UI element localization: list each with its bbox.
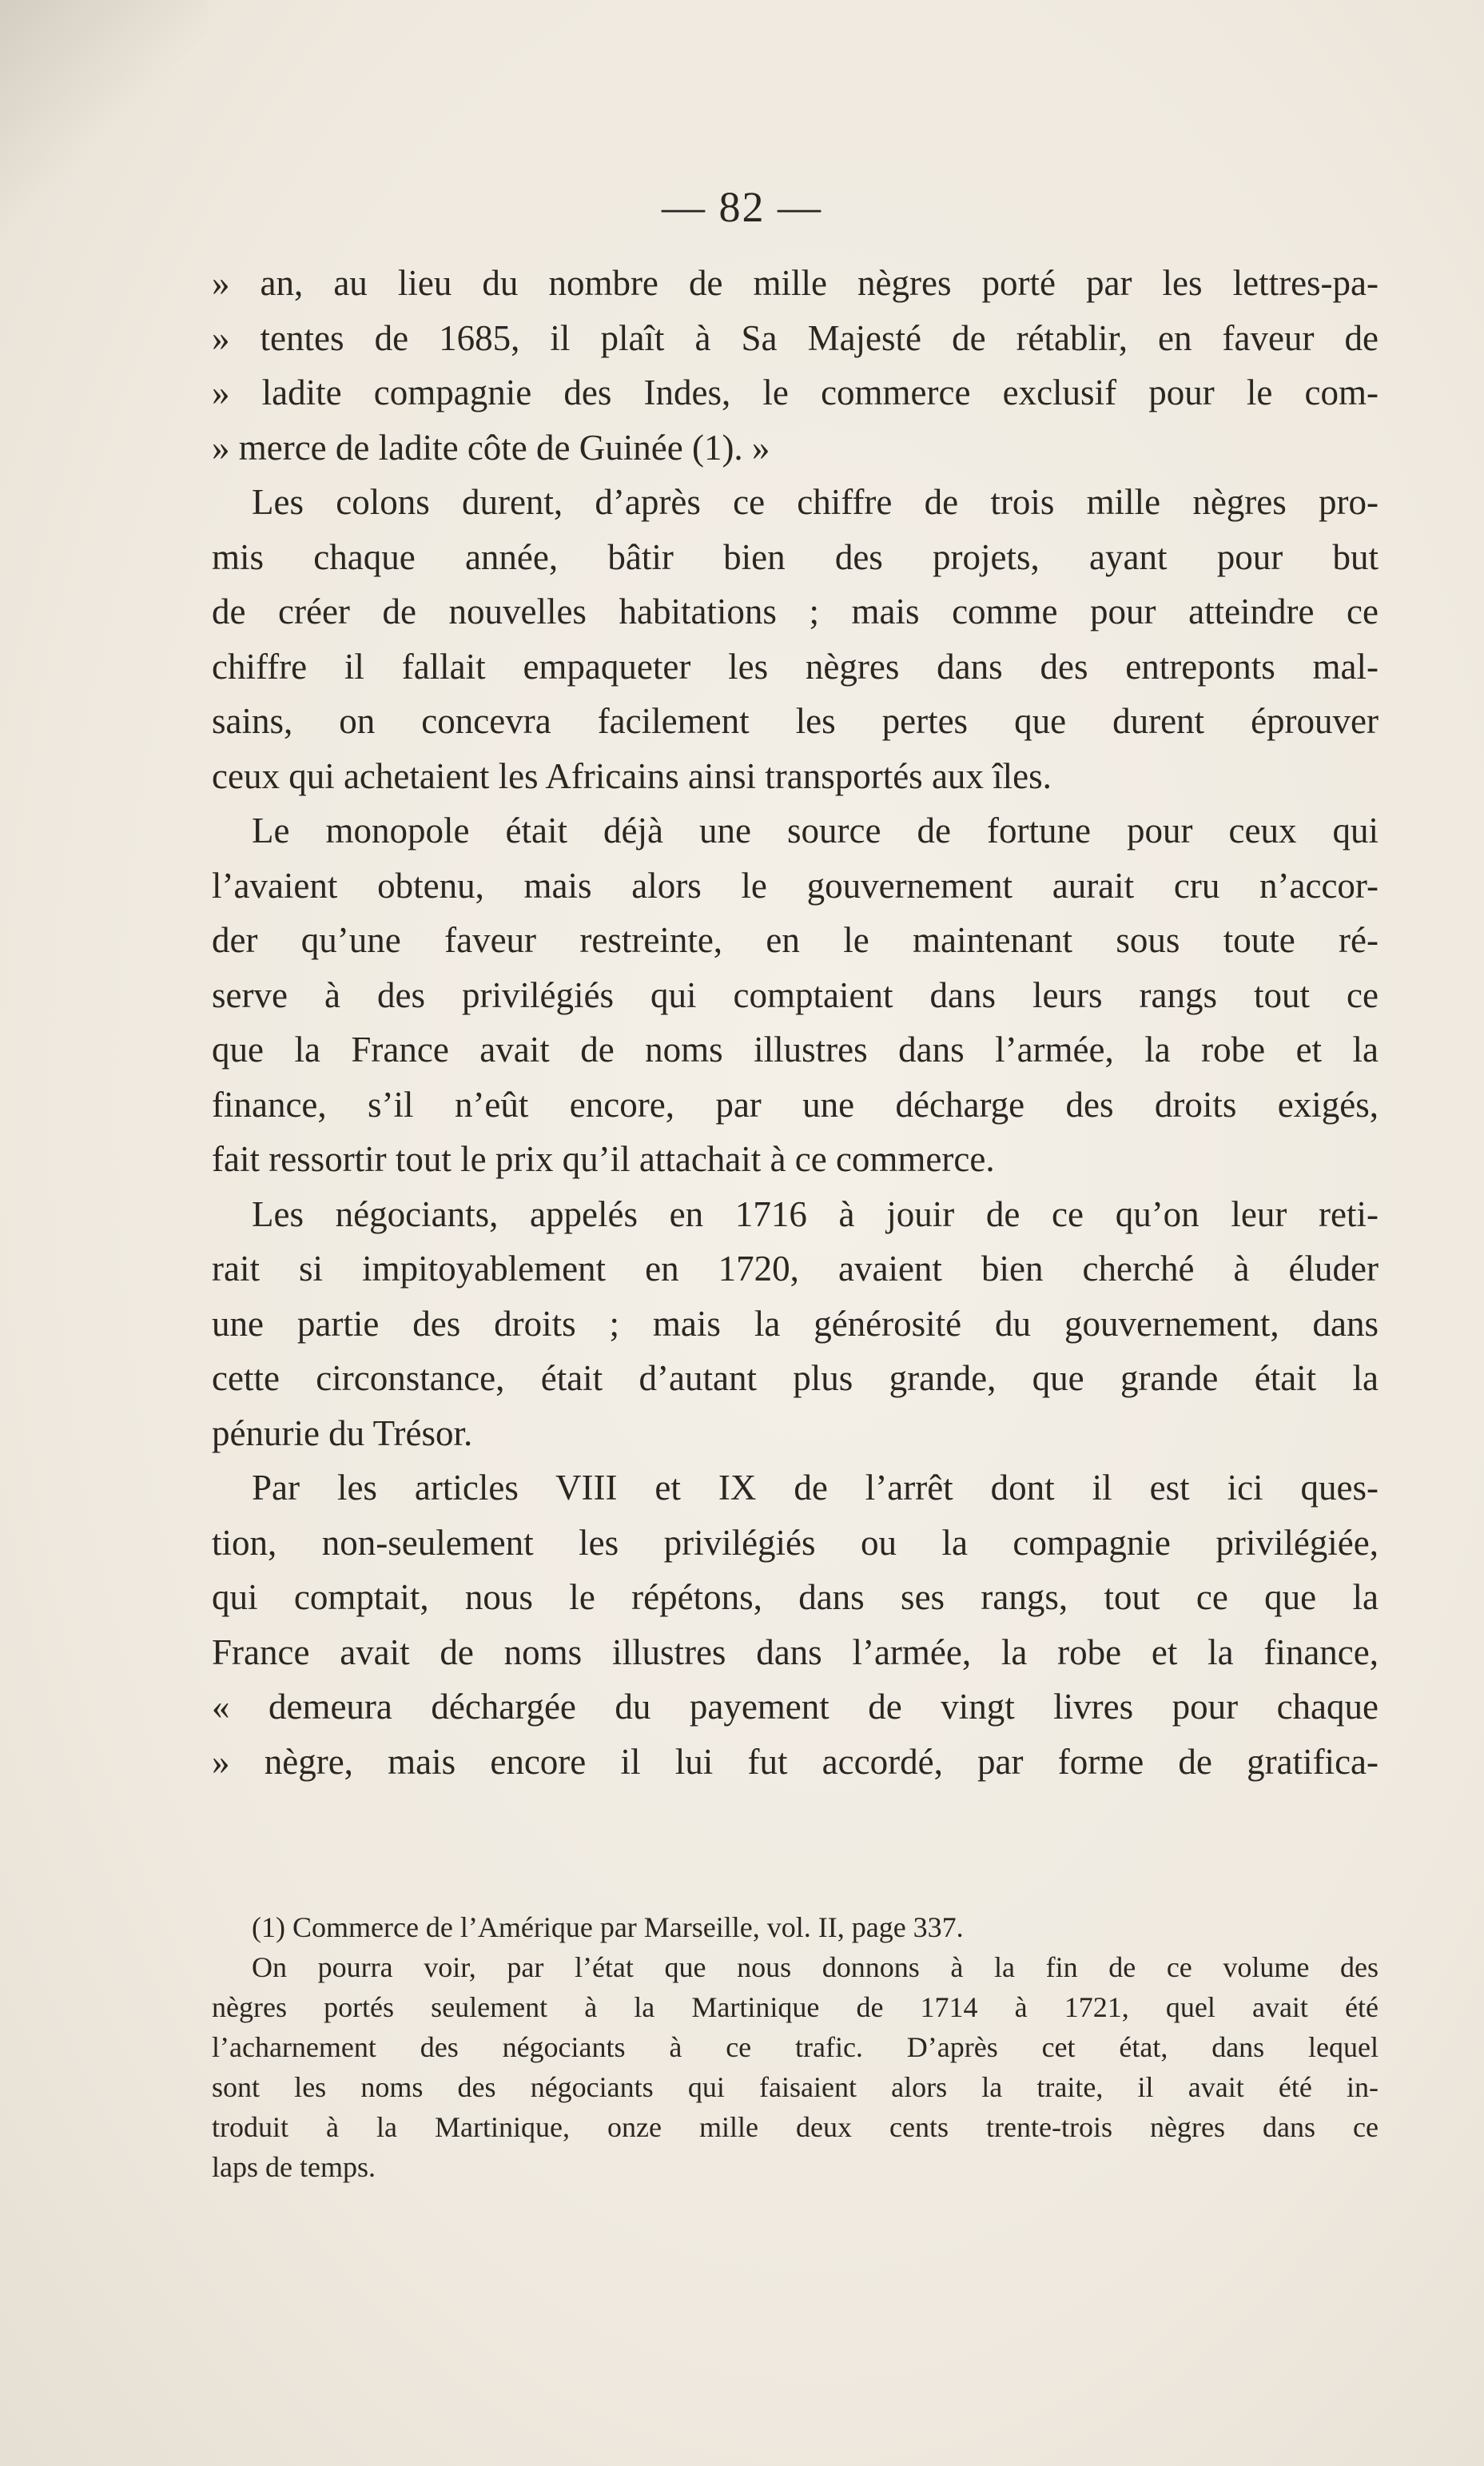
body-line: fait ressortir tout le prix qu’il attachait à ce commerce. xyxy=(212,1139,995,1179)
page-number: — 82 — xyxy=(662,183,822,231)
body-line: ceux qui achetaient les Africains ainsi transportés aux îles. xyxy=(212,755,1052,796)
body-line: pénurie du Trésor. xyxy=(212,1412,473,1453)
body-line: » an, au lieu du nombre de mille nègres porté par les lettres-pa- xyxy=(212,263,1379,303)
body-line: Le monopole était déjà une source de fortune pour ceux qui xyxy=(252,811,1379,851)
footnote-line: On pourra voir, par l’état que nous donnons à la fin de ce volume des xyxy=(252,1951,1379,1983)
body-line: l’avaient obtenu, mais alors le gouvernement aurait cru n’accor- xyxy=(212,865,1379,906)
footnote-line: l’acharnement des négociants à ce trafic. D’après cet état, dans lequel xyxy=(212,2031,1379,2063)
body-line: rait si impitoyablement en 1720, avaient bien cherché à éluder xyxy=(212,1249,1379,1289)
body-line: Par les articles VIII et IX de l’arrêt dont il est ici ques- xyxy=(252,1468,1379,1508)
body-line: Les colons durent, d’après ce chiffre de trois mille nègres pro- xyxy=(252,482,1379,522)
body-text xyxy=(212,256,1379,1789)
body-line: » nègre, mais encore il lui fut accordé, par forme de gratifica- xyxy=(212,1741,1379,1782)
body-line: cette circonstance, était d’autant plus grande, que grande était la xyxy=(212,1358,1379,1398)
body-line: finance, s’il n’eût encore, par une décharge des droits exigés, xyxy=(212,1084,1379,1125)
footnotes xyxy=(212,1907,1379,2187)
footnote-line: troduit à la Martinique, onze mille deux cents trente-trois nègres dans ce xyxy=(212,2111,1379,2143)
body-line: Les négociants, appelés en 1716 à jouir de ce qu’on leur reti- xyxy=(252,1193,1379,1234)
body-line: » ladite compagnie des Indes, le commerce exclusif pour le com- xyxy=(212,372,1379,412)
footnote-line: nègres portés seulement à la Martinique de 1714 à 1721, quel avait été xyxy=(212,1991,1379,2023)
body-line: sains, on concevra facilement les pertes que durent éprouver xyxy=(212,701,1379,741)
body-line: que la France avait de noms illustres dans l’armée, la robe et la xyxy=(212,1030,1379,1070)
body-line: mis chaque année, bâtir bien des projets, ayant pour but xyxy=(212,536,1379,577)
body-line: serve à des privilégiés qui comptaient dans leurs rangs tout ce xyxy=(212,974,1379,1015)
footnote-line: laps de temps. xyxy=(212,2151,376,2183)
body-line: » merce de ladite côte de Guinée (1). » xyxy=(212,427,770,468)
page-fold-shadow xyxy=(0,0,208,336)
footnote-line: sont les noms des négociants qui faisaient alors la traite, il avait été in- xyxy=(212,2071,1379,2103)
body-line: der qu’une faveur restreinte, en le maintenant sous toute ré- xyxy=(212,920,1379,960)
body-line italic-line: France avait de noms illustres dans l’armée, la robe et la finance, xyxy=(212,1631,1379,1672)
body-line: » tentes de 1685, il plaît à Sa Majesté de rétablir, en faveur de xyxy=(212,317,1379,358)
body-line: chiffre il fallait empaqueter les nègres dans des entreponts mal- xyxy=(212,646,1379,687)
body-line italic-line: qui comptait, nous le répétons, dans ses rangs, tout ce que la xyxy=(212,1577,1379,1617)
body-line: tion, non-seulement les privilégiés ou la compagnie privilégiée, xyxy=(212,1522,1379,1563)
footnote-line: (1) Commerce de l’Amérique par Marseille, vol. II, page 337. xyxy=(252,1911,964,1943)
body-line: de créer de nouvelles habitations ; mais comme pour atteindre ce xyxy=(212,592,1379,631)
body-line: « demeura déchargée du payement de vingt livres pour chaque xyxy=(212,1687,1379,1727)
body-line: une partie des droits ; mais la générosité du gouvernement, dans xyxy=(212,1303,1379,1344)
